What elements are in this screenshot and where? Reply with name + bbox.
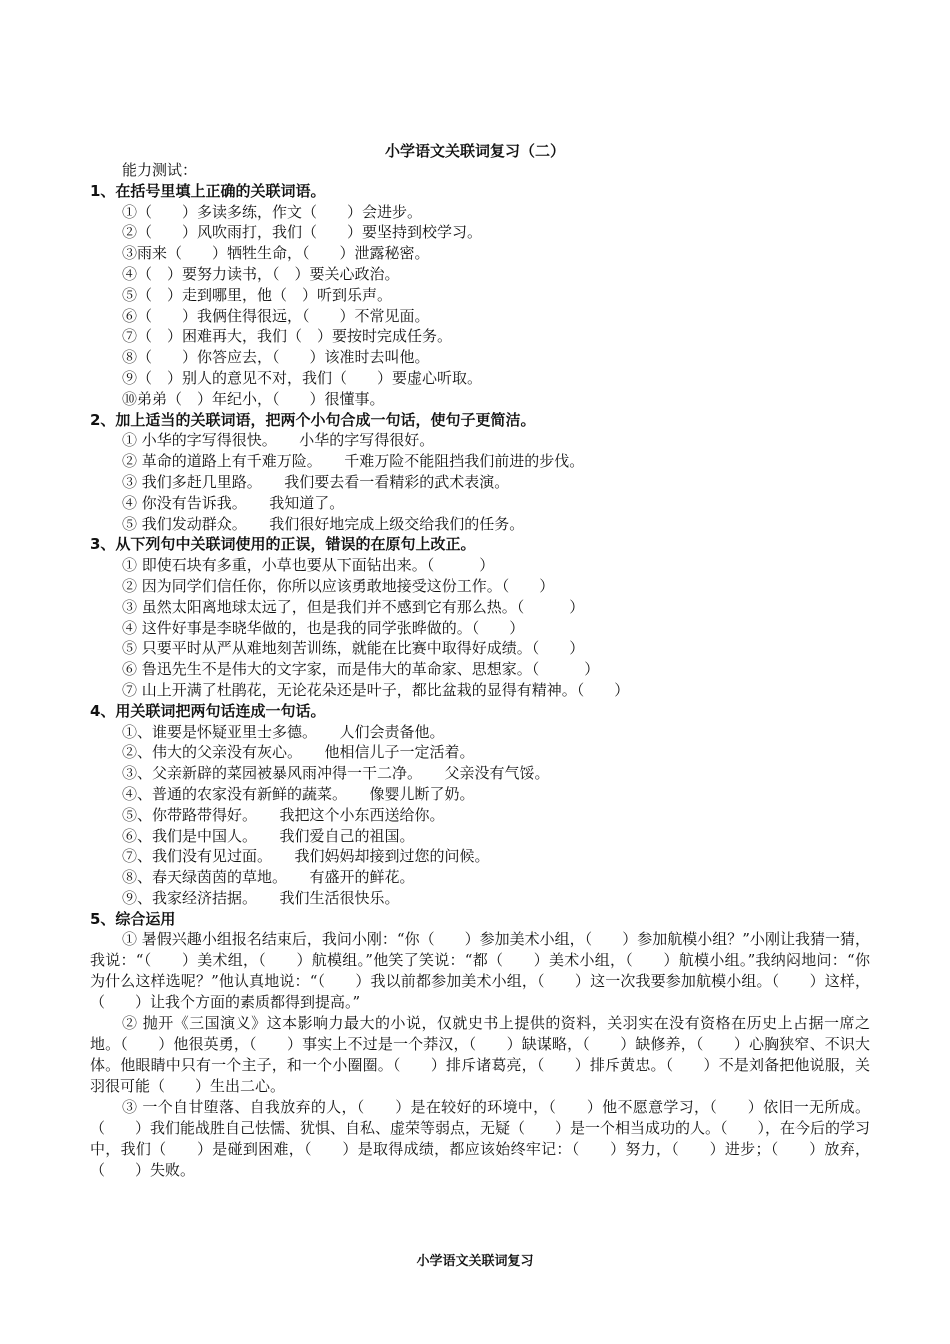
- document-body: [90, 160, 870, 1181]
- exercise-item: ③ 我们多赶几里路。 我们要去看一看精彩的武术表演。: [122, 472, 510, 491]
- exercise-item: ⑩弟弟（ ）年纪小，（ ）很懂事。: [122, 389, 385, 408]
- section-heading: 1、在括号里填上正确的关联词语。: [90, 181, 326, 200]
- section-5: [90, 909, 870, 1182]
- comprehensive-exercises: [90, 929, 870, 1181]
- exercise-item: ⑤ 我们发动群众。 我们很好地完成上级交给我们的任务。: [122, 514, 525, 533]
- section-heading: 4、用关联词把两句话连成一句话。: [90, 701, 326, 720]
- exercise-item: ②、伟大的父亲没有灰心。 他相信儿子一定活着。: [122, 743, 475, 762]
- exercise-item: ⑨（ ）别人的意见不对，我们（ ）要虚心听取。: [122, 368, 483, 387]
- exercise-item: ② 因为同学们信任你，你所以应该勇敢地接受这份工作。（ ）: [122, 576, 555, 595]
- exercise-item: ③雨来（ ）牺牲生命，（ ）泄露秘密。: [122, 244, 430, 263]
- exercise-item: ⑤ 只要平时从严从难地刻苦训练，就能在比赛中取得好成绩。（ ）: [122, 639, 585, 658]
- exercise-item: ⑦（ ）困难再大，我们（ ）要按时完成任务。: [122, 327, 453, 346]
- section-2: [90, 410, 870, 535]
- exercise-item: ④ 你没有告诉我。 我知道了。: [122, 493, 345, 512]
- page-title: 小学语文关联词复习（二）: [384, 142, 565, 160]
- exercise-item: ① 小华的字写得很快。 小华的字写得很好。: [122, 431, 435, 450]
- section-1: [90, 181, 870, 410]
- exercise-item: ①、谁要是怀疑亚里士多德。 人们会责备他。: [122, 722, 445, 741]
- section-heading: 3、从下列句中关联词使用的正误，错误的在原句上改正。: [90, 535, 476, 554]
- exercise-item: ⑦、我们没有见过面。 我们妈妈却接到过您的问候。: [122, 847, 490, 866]
- exercise-item: ① 即使石块有多重，小草也要从下面钻出来。（ ）: [122, 556, 495, 575]
- exercise-item: ⑥、我们是中国人。 我们爱自己的祖国。: [122, 826, 415, 845]
- exercise-item: ④、普通的农家没有新鲜的蔬菜。 像婴儿断了奶。: [122, 784, 475, 803]
- exercise-item: ⑤、你带路带得好。 我把这个小东西送给你。: [122, 805, 445, 824]
- exercise-item: ⑧（ ）你答应去，（ ）该准时去叫他。: [122, 348, 430, 367]
- exercise-item: ④（ ）要努力读书，（ ）要关心政治。: [122, 264, 400, 283]
- section-heading: 2、加上适当的关联词语，把两个小句合成一句话，使句子更简洁。: [90, 410, 536, 429]
- exercise-item: ② 革命的道路上有千难万险。 千难万险不能阻挡我们前进的步伐。: [122, 452, 585, 471]
- passage-paragraph: ① 暑假兴趣小组报名结束后，我问小刚：“你（ ）参加美术小组，（ ）参加航模小组？”小刚让我猜一猜，我说：“（ ）美术组，（ ）航模组。”他笑了笑说：“都（ ）美术小组，（ ）航模小组。”我纳闷地问：“你为什么这样选呢？”他认真地说：“（ ）我以前都参加美术小组，（ ）这一次我要参加航模小组。（ ）这样，（ ）让我个方面的素质都得到提高。”: [90, 930, 870, 1012]
- page-footer: 小学语文关联词复习: [416, 1254, 534, 1269]
- exercise-item: ⑦ 山上开满了杜鹃花，无论花朵还是叶子，都比盆栽的显得有精神。（ ）: [122, 680, 630, 699]
- exercise-item: ⑥ 鲁迅先生不是伟大的文字家，而是伟大的革命家、思想家。（ ）: [122, 660, 600, 679]
- exercise-item: ③ 虽然太阳离地球太远了，但是我们并不感到它有那么热。（ ）: [122, 597, 585, 616]
- exercise-item: ⑨、我家经济拮据。 我们生活很快乐。: [122, 888, 400, 907]
- exercise-item: ⑥（ ）我俩住得很远，（ ）不常见面。: [122, 306, 430, 325]
- exercise-item: ②（ ）风吹雨打，我们（ ）要坚持到校学习。: [122, 223, 483, 242]
- section-heading: 5、综合运用: [90, 909, 176, 928]
- passage-paragraph: ③ 一个自甘堕落、自我放弃的人，（ ）是在较好的环境中，（ ）他不愿意学习，（ ）依旧一无所成。（ ）我们能战胜自己怯懦、犹惧、自私、虚荣等弱点，无疑（ ）是一个相当成功的人。（ ），在今后的学习中，我们（ ）是碰到困难，（ ）是取得成绩，都应该始终牢记：（ ）努力，（ ）进步；（ ）放弃，（ ）失败。: [90, 1098, 871, 1180]
- section-4: [90, 701, 870, 909]
- exercise-item: ⑧、春天绿茵茵的草地。 有盛开的鲜花。: [122, 868, 415, 887]
- exercise-item: ①（ ）多读多练，作文（ ）会进步。: [122, 202, 423, 221]
- passage-paragraph: ② 抛开《三国演义》这本影响力最大的小说，仅就史书上提供的资料，关羽实在没有资格在历史上占据一席之地。（ ）他很英勇，（ ）事实上不过是一个莽汉，（ ）缺谋略，（ ）缺修养，（ ）心胸狭窄、不识大体。他眼睛中只有一个主子，和一个小圈圈。（ ）排斥诸葛亮，（ ）排斥黄忠。（ ）不是刘备把他说服，关羽很可能（ ）生出二心。: [90, 1014, 870, 1096]
- exercise-item: ⑤（ ）走到哪里，他（ ）听到乐声。: [122, 285, 393, 304]
- exercise-item: ④ 这件好事是李晓华做的，也是我的同学张晔做的。（ ）: [122, 618, 525, 637]
- intro-label: 能力测试：: [122, 161, 198, 179]
- section-3: [90, 534, 870, 700]
- exercise-item: ③、父亲新辟的菜园被暴风雨冲得一干二净。 父亲没有气馁。: [122, 764, 550, 783]
